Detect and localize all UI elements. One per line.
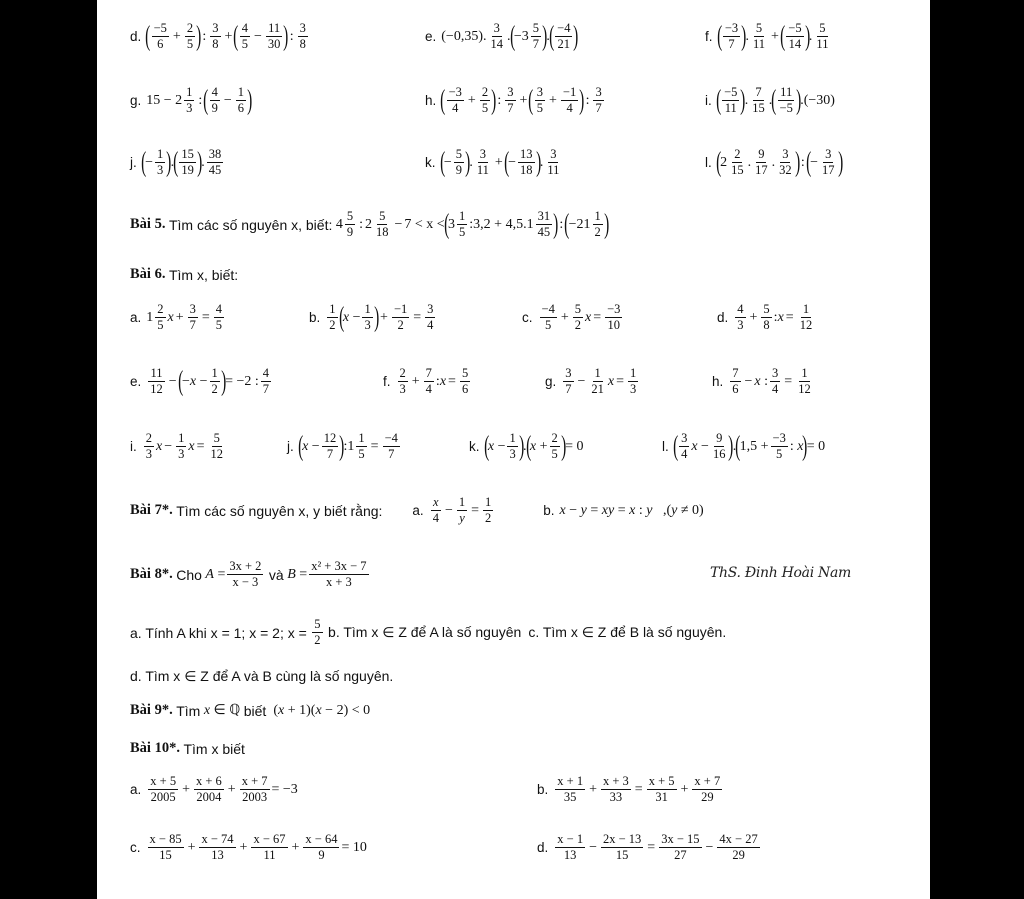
bai-7: Bài 7*. Tìm các số nguyên x, y biết rằng: a. x 4 − $\frac{1}{y}$ = $\frac{1}{2}$ b. x − y = xy = x : y ,(y ≠ 0): [130, 495, 704, 526]
worksheet-page: [97, 0, 930, 899]
bai-6g: g. 3 7 − $\frac{1}{21}$ x = $\frac{1}{3}$: [545, 366, 637, 397]
bai-10d: d. x − 1 13 − $\frac{2x - 13}{15}$ = $\frac{3x - 15}{27}$ − $\frac{4x - 27}{29}$: [537, 832, 758, 863]
bai-6f: f. 2 3 + $\frac{7}{4}$ :x = $\frac{5}{6}$: [383, 366, 469, 397]
bai-6d: d. 4 3 + $\frac{5}{8}$ :x = $\frac{1}{12}$: [717, 302, 813, 333]
bai-6b: b. 1 2 ( x − $\frac{1}{3}$ ) + $\frac{-1}{2}$ = $\frac{3}{4}$: [309, 301, 434, 333]
bai-10a: a. x + 5 2005 + $\frac{x + 6}{2004}$ + $\frac{x + 7}{2003}$ = −3: [130, 774, 298, 805]
exercise-4j: j. ( − $\frac{1}{3}$ ) . ( 15 19 ) . 38 45: [130, 146, 222, 178]
bai-5: Bài 5. Tìm các số nguyên x, biết: 4 5 9 : 2 5 18 − 7 < x < ( 3 1 5 :3,2 + 4,5.1 31 45 ) : ( −21 1 2 ): [130, 208, 610, 240]
bai-6l: l. ( 3 4 x − $\frac{9}{16}$ ) . ( 1,5 + $\frac{-3}{5}$ : x ) = 0: [662, 430, 826, 462]
bai-10c: c. x − 85 15 + $\frac{x - 74}{13}$ + $\frac{x - 67}{11}$ + $\frac{x - 64}{9}$ = 10: [130, 832, 367, 863]
bai-6h: h. 7 6 − x : $\frac{3}{4}$ = $\frac{1}{12}$: [712, 366, 811, 397]
bai-6j: j. ( x − $\frac{12}{7}$ ) :1 $\frac{1}{5}$ = $\frac{-4}{7}$: [287, 430, 398, 462]
bai-9: Bài 9*. Tìm x ∈ ℚ biết (x + 1)(x − 2) < 0: [130, 702, 371, 719]
exercise-4f: f. ( −3 7 ) . 5 11 + ( −5 14 ) . 5 11: [705, 20, 829, 52]
exercise-4h: h. ( −3 4 + $\frac{2}{5}$ ) : 3 7 + ( 3 5 + $\frac{-1}{4}$ ) : 3 7: [425, 84, 602, 116]
bai-6-heading: Bài 6. Tìm x, biết:: [130, 266, 239, 283]
exercise-4l: l. ( 2 2 15 . 9 17 . 3 32 ) : ( − $\frac{3}{17}$ ): [705, 146, 843, 178]
bai-6e: e. 11 12 − ( −x − $\frac{1}{2}$ ) = −2 : 4 7: [130, 365, 270, 397]
exercise-4e: e. (−0,35). 3 14 . ( −3 5 7 ) . ( −4 21 ): [425, 20, 579, 52]
bai-6c: c. −4 5 + $\frac{5}{2}$ x = $\frac{-3}{10}$: [522, 302, 621, 333]
exercise-4g: g. 15 − 2 1 3 : ( 4 9 − $\frac{1}{6}$ ): [130, 84, 253, 116]
bai-10-heading: Bài 10*. Tìm x biết: [130, 740, 245, 757]
author-signature: ThS. Đinh Hoài Nam: [710, 565, 851, 581]
bai-8-parts-abc: a. Tính A khi x = 1; x = 2; x = $\frac{5}{2}$ b. Tìm x ∈ Z để A là số nguyên c. Tìm x ∈ Z để B là số nguyên.: [130, 617, 727, 648]
bai-6i: i. 2 3 x − $\frac{1}{3}$ x = $\frac{5}{12}$: [130, 431, 223, 462]
exercise-4i: i. ( −5 11 ) . 7 15 . ( 11 −5 ) .(−30): [705, 84, 835, 116]
bai-6a: a. 1 2 5 x + $\frac{3}{7}$ = $\frac{4}{5}$: [130, 302, 223, 333]
exercise-4k: k. ( − $\frac{5}{9}$ ) . 3 11 + ( − $\frac{13}{18}$ ) . 3 11: [425, 146, 560, 178]
bai-6k: k. ( x − $\frac{1}{3}$ ) . ( x + $\frac{2}{5}$ ) = 0: [469, 430, 584, 462]
bai-8-part-d: d. Tìm x ∈ Z để A và B cùng là số nguyên.: [130, 668, 394, 684]
bai-10b: b. x + 1 35 + $\frac{x + 3}{33}$ = $\frac{x + 5}{31}$ + $\frac{x + 7}{29}$: [537, 774, 721, 805]
bai-8: Bài 8*. Cho A = $\frac{3x + 2}{x - 3}$ và B = $\frac{\text{x² + 3x − 7}}{x + 3}$: [130, 559, 367, 590]
exercise-4d: d. ( −5 6 + $\frac{2}{5}$ ) : 3 8 + ( 4 5 − $\frac{11}{30}$ ) : 3 8: [130, 20, 306, 52]
